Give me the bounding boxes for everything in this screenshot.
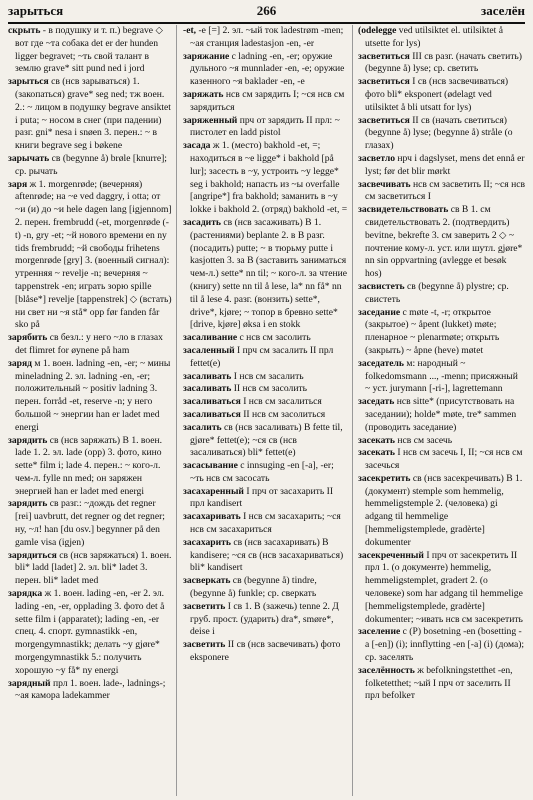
dictionary-entry: засада ж 1. (место) bakhold -et, =; находиться в ~е ligge* i bakhold [på lur]; засесть в ~у, устроить ~у legge* seg i bakhold; напасть из ~ы overfalle [angripe*] fra bakhold; заманить в ~у lokke i bakhold 2. (отряд) bakhold -et, = (183, 140, 348, 216)
dictionary-entry: заряжание с ladning -en, -er; оружие дульного ~я munnlader -en, -e; оружие казенного ~я baklader -en, -e (183, 50, 345, 88)
dictionary-entry: засаленный I прч см засалить II прл fettet(e) (183, 344, 334, 369)
column-1 (8, 25, 173, 796)
dictionary-entry: засверкать св (begynne å) tindre, (begynne å) funkle; ср. сверкать (183, 575, 317, 600)
header-rule (8, 22, 525, 24)
dictionary-entry: заряжать нсв см зарядить I; ~ся нсв см зарядиться (183, 88, 345, 113)
dictionary-entry: засаливание с нсв см засолить (183, 332, 311, 344)
column-separator (352, 25, 353, 796)
dictionary-entry: зарядиться св (нсв заряжаться) 1. воен. bli* ladd [ladet] 2. эл. bli* ladet 3. перен. bli* ladet med (8, 549, 172, 587)
dictionary-entry: засаливать II нсв см засолить (183, 383, 308, 395)
dictionary-entry: скрыть - в подушку и т. п.) begrave ◇ вот где ~та собака det er der hunden ligger begravet; ~ть свой талант в землю grave* sitt pund ned i jord (8, 25, 163, 75)
dictionary-entry: засвечивать нсв см засветить II; ~ся нсв см засветиться I (358, 178, 525, 203)
dictionary-entry: (odelegge ved utilsiktet el. utilsiktet å utsette for lys) (358, 25, 503, 49)
header-right-word: заселён (481, 3, 525, 18)
column-3 (358, 25, 525, 796)
dictionary-entry: заседатель м: народный ~ folkedomsmann ..., -menn; присяжный ~ уст. jurymann [-ri-], lagrettemann (358, 357, 518, 395)
dictionary-entry: засветить I св 1. В (зажечь) tenne 2. Д груб. прост. (ударить) dra*, smøre*, deise i (183, 600, 339, 638)
dictionary-entry: засахаренный I прч от засахарить II прл kandisert (183, 485, 334, 510)
dictionary-entry: заряженный прч от зарядить II прл: ~ пистолет en ladd pistol (183, 114, 340, 139)
dictionary-entry: заря ж 1. morgenrøde; (вечерняя) aftenrøde; на ~е ved daggry, i otta; от ~и (и) до ~и hele dagen lang [igjennom] 2. перен. frembrudd (-et, morgenrøde (-t) -n, gry -et; ~й нового времени en ny tids frembrudd; ~й свободы frihetens morgenrøde [gry] 3. (военный сигнал): утренняя ~ revelje -n; вечерняя ~ tappenstrek -en; играть зорю spille [blåse*] revelje [tappenstrek] ◇ (встать) ни свет ни ~я stå* opp før fanden får sko på (8, 178, 172, 331)
dictionary-entry: засветло нрч i dagslyset, mens det ennå er lyst; før det blir mørkt (358, 152, 525, 177)
dictionary-entry: засаливать I нсв см засалить (183, 370, 304, 382)
dictionary-entry: засекретить св (нсв засекречивать) В 1. (документ) stemple som hemmelig, hemmeligstemple 2. (человека) gi adgang til hemmelige [hemmeligstemplede, gradèrte] dokumenter (358, 472, 523, 548)
dictionary-entry: зарядка ж 1. воен. lading -en, -er 2. эл. lading -en, -er, opplading 3. фото det å sette film i (apparatet); lading -en, -er спец. 4. спорт. gymnastikk -en, morgengymnastikk; делать ~у gjøre* morgengymnastikk 5.: получить хорошую ~у få* ny energi (8, 588, 165, 676)
column-2 (183, 25, 348, 796)
dictionary-entry: засаливаться II нсв см засолиться (183, 408, 326, 420)
dictionary-entry: засасывание с innsuging -en [-a], -er; ~ть нсв см засосать (183, 460, 334, 484)
dictionary-entry: засветить II св (нсв засвечивать) фото eksponere (183, 639, 341, 664)
dictionary-entry: засветиться II св (начать светиться) (begynne å) lyse; (begynne å) stråle (о глазах) (358, 114, 513, 152)
dictionary-entry: засветиться III св разг. (начать светить) (begynne å) lyse; ср. светить (358, 50, 522, 75)
dictionary-entry: заседать нсв sitte* (присутствовать на заседании); holde* møte, tre* sammen (проводить заседание) (358, 396, 517, 433)
dictionary-entry: зарябить св безл.: у него ~ло в глазах det flimret for øynene på ham (8, 332, 163, 356)
dictionary-entry: зарядить св разг.: ~дождь det regner [rei] uavbrutt, det regner og det regner; ну, ~л! han [du osv.] begynner på den gamle visa (igjen) (8, 498, 165, 548)
dictionary-entry: засаливаться I нсв см засалиться (183, 396, 322, 408)
dictionary-entry: зарычать св (begynne å) brøle [knurre]; ср. рычать (8, 152, 167, 177)
dictionary-entry: заряд м 1. воен. ladning -en, -er; ~ мины mineladning 2. эл. ladning -en, -er; положительный ~ positiv ladning 3. перен. forråd -et, reserve -n; у него большой ~ энергии han er ladet med energi (8, 357, 171, 433)
dictionary-entry: зарядить св (нсв заряжать) В 1. воен. lade 1. 2. эл. lade (opp) 3. фото, кино sette* film i; lade 4. перен.: ~ кого-л. чем-л. fylle nn med; он заряжен энергией han er ladet med energi (8, 434, 163, 497)
dictionary-entry: засекать нсв см засечь (358, 434, 453, 446)
page-number: 266 (256, 3, 277, 18)
page-header (8, 3, 525, 21)
dictionary-entry: засвистеть св (begynne å) plystre; ср. свистеть (358, 280, 509, 305)
dictionary-entry: заседание с møte -t, -r; открытое (закрытое) ~ åpent (lukket) møte; пленарное ~ plenarmøte; открыть (закрыть) ~ åpne (heve) møtet (358, 306, 500, 356)
dictionary-entry: заселение с (Р) bosetning -en (bosetting -a [-en]) (i); innflytting -en [-a] (i) (дома); ср. заселять (358, 626, 525, 664)
dictionary-entry: засвидетельствовать св В 1. см свидетельствовать 2. (подтвердить) bevitne, bekrefte 3. см заверить 2 ◇ ~ почтение кому-л. уст. или шутл. gjøre* nn sin oppvartning (avlegge et besøk hos) (358, 204, 523, 280)
dictionary-entry: засекреченный I прч от засекретить II прл 1. (о документе) hemmelig, hemmeligstemplet, gradert 2. (о человеке) som har adgang til hemmelige [hemmeligstemplede, gradèrte] dokumenter; ~ивать нсв см засекретить (358, 549, 523, 625)
dictionary-entry: зарядный прл 1. воен. lade-, ladnings-; ~ая камора ladekammer (8, 677, 166, 702)
dictionary-entry: засахарить св (нсв засахаривать) В kandisere; ~ся св (нсв засахариваться) bli* kandisert (183, 536, 344, 574)
dictionary-entry: засветиться I св (нсв засвечиваться) фото bli* eksponert (ødelagt ved utilsiktet å bli utsatt for lys) (358, 76, 509, 113)
header-left-word: зарыться (8, 3, 64, 18)
dictionary-entry: засалить св (нсв засаливать) В fette til, gjøre* fettet(e); ~ся св (нсв засаливаться) bli* fettet(e) (183, 421, 343, 459)
dictionary-entry: зарыться св (нсв зарываться) 1. (закопаться) grave* seg ned; тж воен. 2.: ~ лицом в подушку begrave ansiktet i puta; ~ носом в снег (при падении) разг. gni* nesa i snøen 3. перен.: ~ в книги begrave seg i bøkene (8, 76, 171, 152)
dictionary-entry: -et, -e [=] 2. эл. ~ый ток ladestrøm -men; ~ая станция ladestasjon -en, -er (183, 25, 344, 49)
dictionary-entry: засекать I нсв см засечь I, II; ~ся нсв см засечься (358, 447, 523, 472)
dictionary-entry: засахаривать I нсв см засахарить; ~ся нсв см засахариться (183, 511, 341, 536)
dictionary-entry: засадить св (нсв засаживать) В 1. (растениями) beplante 2. в В разг. (посадить) putte; ~ в тюрьму putte i kasjotten 3. за В (заставить заниматься чем-л.) sette* nn til; ~ кого-л. за чтение (книгу) sette nn til å lese, la* nn få* nn til å lese 4. разг. (вонзить) sette*, drive*, kjøre; ~ топор в бревно sette* [drive, kjøre] øksa i en stokk (183, 216, 348, 331)
dictionary-entry: заселённость ж befolkningstetthet -en, folketetthet; ~ый I прч от заселить II прл befolkeт (358, 664, 513, 702)
column-separator (176, 25, 177, 796)
